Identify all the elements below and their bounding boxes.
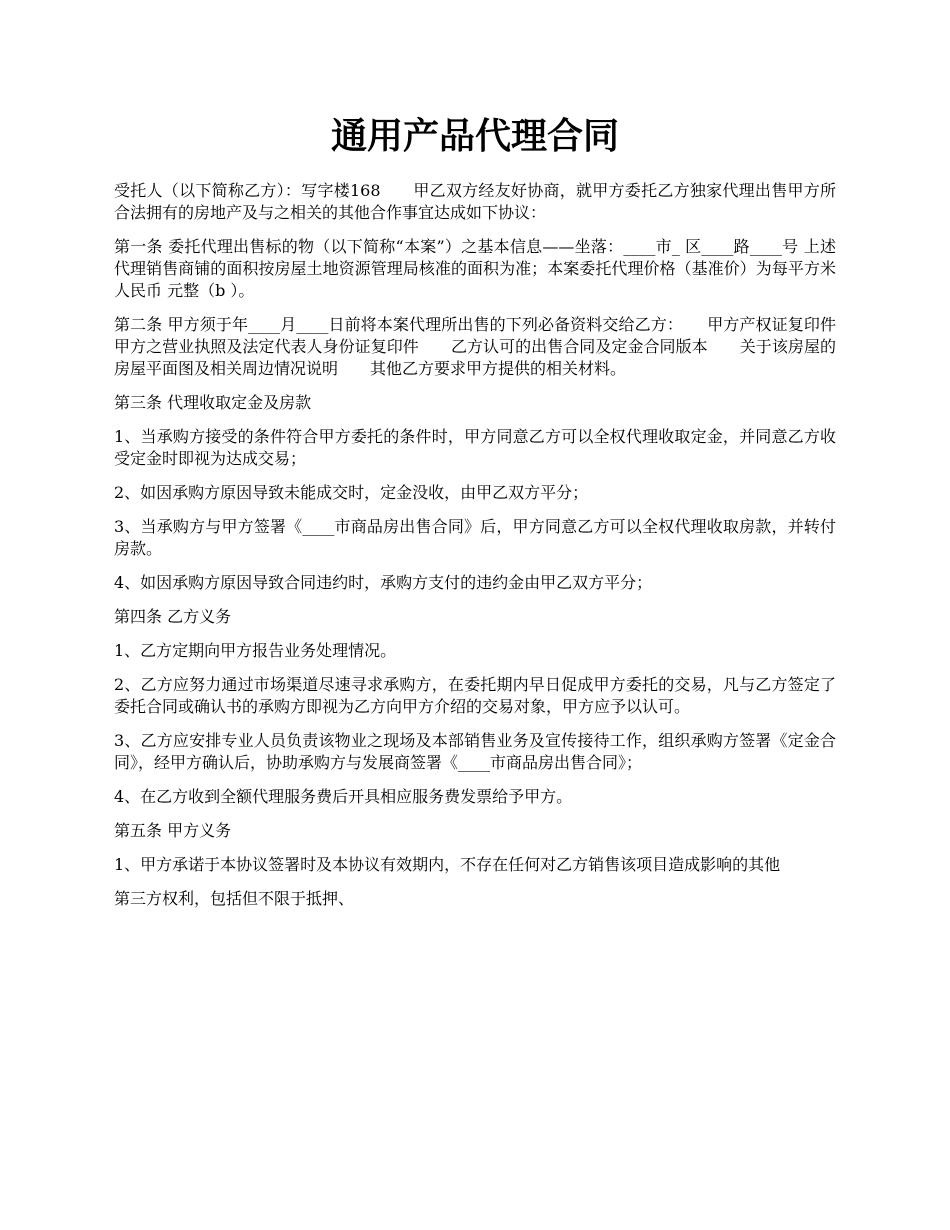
- heading-article-5: 第五条 甲方义务: [114, 821, 232, 840]
- paragraph-article-1: 第一条 委托代理出售标的物（以下简称“本案”）之基本信息——坐落：____市_ 区____路____号 上述代理销售商铺的面积按房屋土地资源管理局核准的面积为准；本案委托代理价格（基准价）为每平方米人民币 元整（b ）。: [114, 237, 836, 300]
- paragraph-article-4-item-1: 1、乙方定期向甲方报告业务处理情况。: [114, 641, 397, 660]
- paragraph-article-5-continued: 第三方权利，包括但不限于抵押、: [114, 889, 355, 908]
- paragraph-article-5-item-1: 1、甲方承诺于本协议签署时及本协议有效期内，不存在任何对乙方销售该项目造成影响的其他: [114, 855, 781, 874]
- heading-article-3: 第三条 代理收取定金及房款: [114, 393, 312, 412]
- paragraph-article-3-item-2: 2、如因承购方原因导致未能成交时，定金没收，由甲乙双方平分；: [114, 483, 589, 502]
- paragraph-article-2: 第二条 甲方须于年____月____日前将本案代理所出售的下列必备资料交给乙方： 甲方产权证复印件 甲方之营业执照及法定代表人身份证复印件 乙方认可的出售合同及定金合同版本 关于该房屋的房屋平面图及相关周边情况说明 其他乙方要求甲方提供的相关材料。: [114, 315, 869, 378]
- paragraph-principal-intro: 受托人（以下简称乙方）：写字楼168 甲乙双方经友好协商，就甲方委托乙方独家代理出售甲方所合法拥有的房地产及与之相关的其他合作事宜达成如下协议：: [114, 181, 836, 222]
- paragraph-article-4-item-3: 3、乙方应安排专业人员负责该物业之现场及本部销售业务及宣传接待工作，组织承购方签署《定金合同》，经甲方确认后，协助承购方与发展商签署《____市商品房出售合同》；: [114, 731, 836, 772]
- paragraph-article-3-item-3: 3、当承购方与甲方签署《____市商品房出售合同》后，甲方同意乙方可以全权代理收取房款，并转付房款。: [114, 517, 836, 558]
- document-body: [114, 180, 869, 922]
- paragraph-article-3-item-1: 1、当承购方接受的条件符合甲方委托的条件时，甲方同意乙方可以全权代理收取定金，并同意乙方收受定金时即视为达成交易；: [114, 427, 836, 468]
- paragraph-article-4-item-2: 2、乙方应努力通过市场渠道尽速寻求承购方，在委托期内早日促成甲方委托的交易，凡与乙方签定了委托合同或确认书的承购方即视为乙方向甲方介绍的交易对象，甲方应予以认可。: [114, 675, 836, 716]
- document-title: 通用产品代理合同: [330, 115, 619, 157]
- paragraph-article-4-item-4: 4、在乙方收到全额代理服务费后开具相应服务费发票给予甲方。: [114, 787, 573, 806]
- heading-article-4: 第四条 乙方义务: [114, 607, 232, 626]
- paragraph-article-3-item-4: 4、如因承购方原因导致合同违约时，承购方支付的违约金由甲乙双方平分；: [114, 573, 653, 592]
